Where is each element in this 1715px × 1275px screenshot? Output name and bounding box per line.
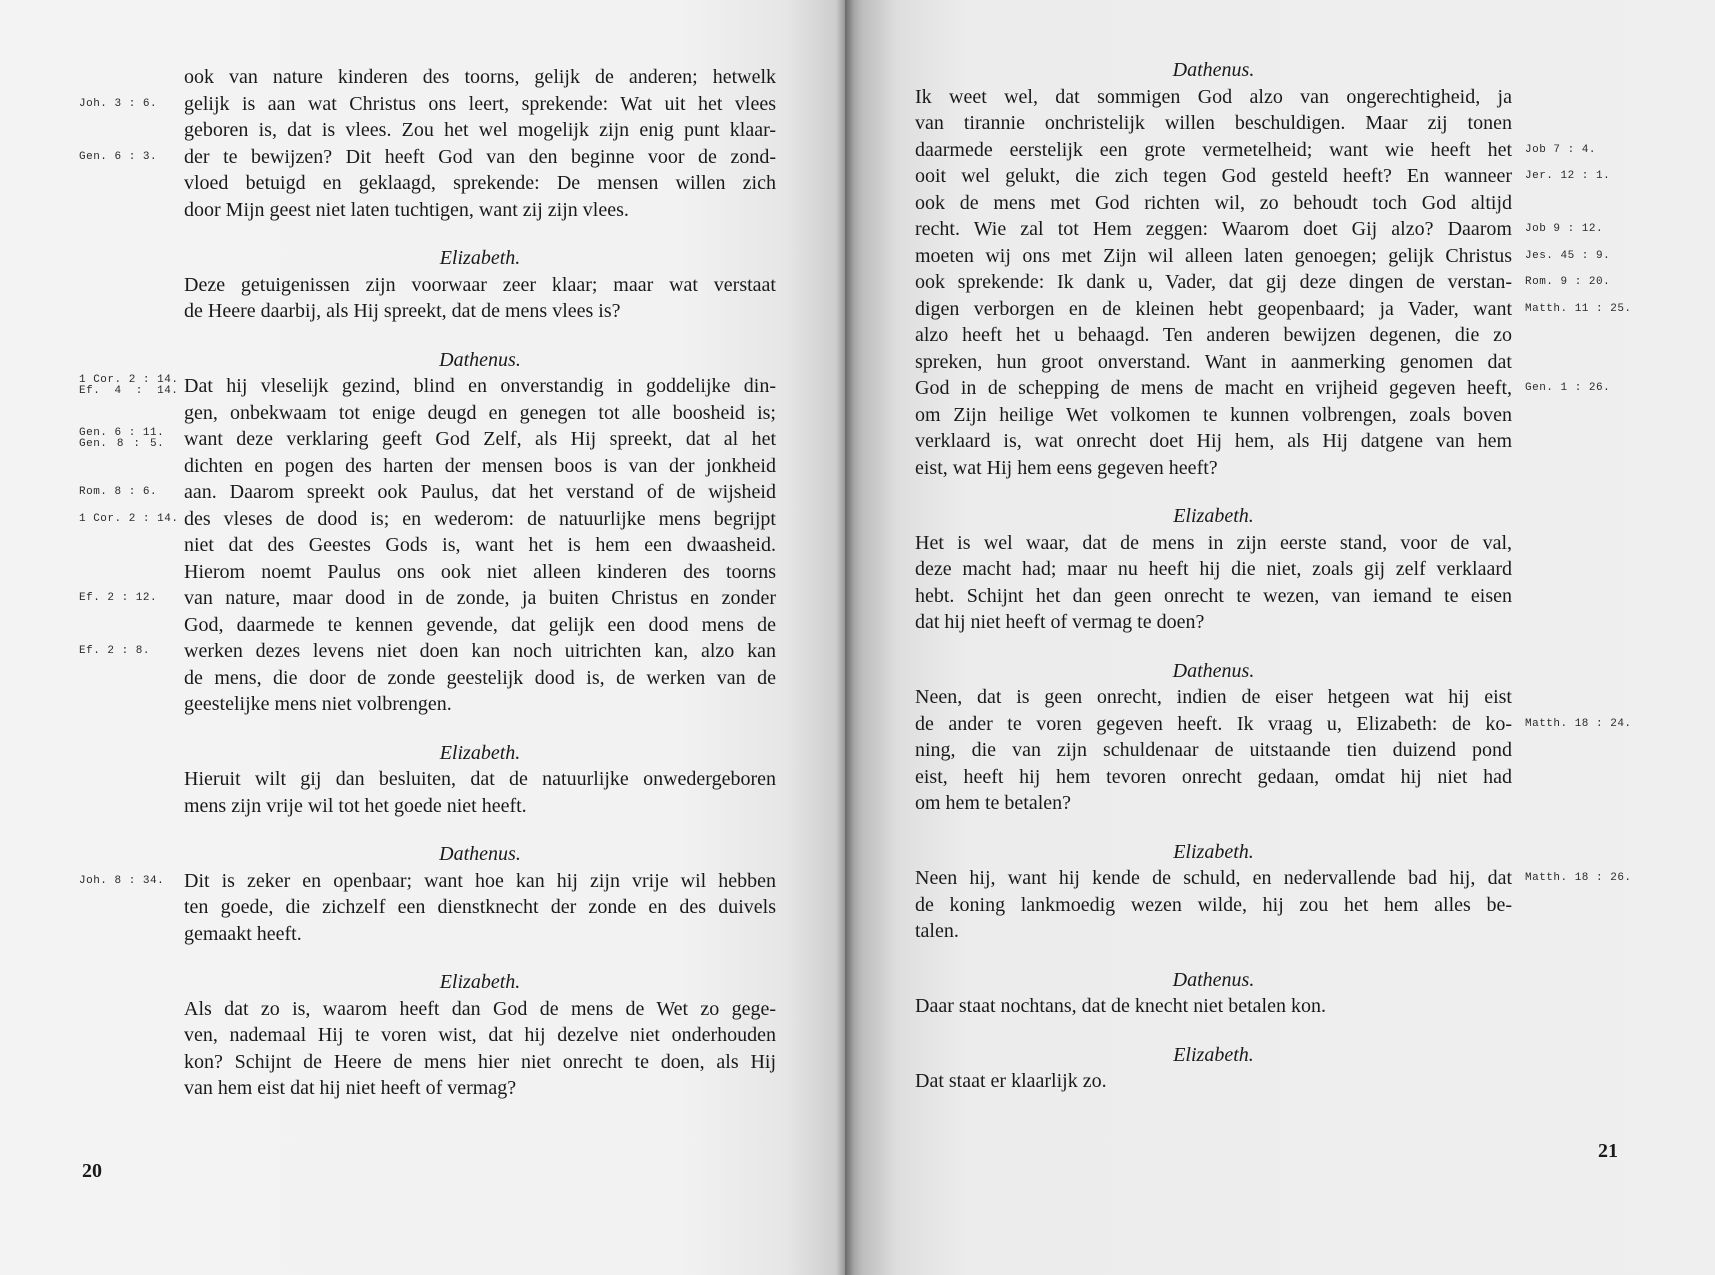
line-text: door Mijn geest niet laten tuchtigen, want zij zijn vlees. bbox=[184, 198, 629, 221]
line-text: om Zijn heilige Wet volkomen te kunnen volbrengen, zoals boven bbox=[915, 403, 1512, 426]
speaker-heading: Elizabeth. bbox=[1173, 505, 1254, 527]
margin-reference bbox=[1525, 145, 1596, 156]
reference-text: Joh. 8 : 34. bbox=[79, 874, 165, 887]
left-page-text bbox=[79, 64, 776, 1102]
text-line bbox=[79, 426, 776, 453]
line-text: ooit wel gelukt, die zich tegen God gesteld heeft? En wanneer bbox=[915, 165, 1512, 187]
speaker-heading: Elizabeth. bbox=[439, 971, 521, 993]
reference-text: Job 9 : 12. bbox=[1525, 223, 1604, 235]
text-line bbox=[915, 1068, 1512, 1095]
reference-text: Rom. 8 : 6. bbox=[79, 486, 158, 498]
text-line bbox=[184, 1022, 776, 1049]
text-line bbox=[915, 790, 1512, 817]
line-text: gen, onbekwaam tot enige deugd en genegen tot alle boosheid is; bbox=[184, 401, 776, 424]
margin-reference bbox=[1525, 383, 1610, 394]
line-text: ten goede, die zichzelf een dienstknecht der zonde en des duivels bbox=[184, 896, 776, 918]
text-line bbox=[184, 117, 776, 144]
speaker-heading: Dathenus. bbox=[1172, 659, 1255, 682]
text-line bbox=[915, 375, 1611, 402]
reference-text: Jer. 12 : 1. bbox=[1525, 170, 1611, 182]
right-page-number: 21 bbox=[1598, 1140, 1618, 1162]
text-line bbox=[915, 190, 1512, 217]
text-line bbox=[79, 868, 776, 895]
right-page-text bbox=[915, 57, 1632, 1095]
text-line bbox=[184, 996, 776, 1023]
text-line bbox=[79, 91, 776, 118]
text-line bbox=[79, 144, 776, 171]
line-text: van tirannie onchristelijk willen beschuldigen. Maar zij tonen bbox=[915, 112, 1512, 134]
text-line bbox=[915, 428, 1512, 455]
line-text: Dit is zeker en openbaar; want hoe kan hij zijn vrije wil hebben bbox=[184, 869, 776, 892]
reference-text: Matth. 18 : 24. bbox=[1525, 717, 1632, 730]
margin-reference bbox=[1525, 304, 1632, 315]
text-line bbox=[184, 793, 776, 820]
text-line bbox=[915, 455, 1512, 482]
margin-reference bbox=[1525, 277, 1610, 288]
line-text: ning, die van zijn schuldenaar de uitstaande tien duizend pond bbox=[915, 739, 1512, 761]
text-line bbox=[915, 84, 1512, 111]
text-line bbox=[184, 559, 776, 586]
reference-text: 1 Cor. 2 : 14. bbox=[79, 374, 179, 386]
reference-text: Joh. 3 : 6. bbox=[79, 97, 158, 110]
line-text: niet dat des Geestes Gods is, want het is hem een dwaasheid. bbox=[184, 534, 776, 556]
line-text: der te bewijzen? Dit heeft God van den beginne voor de zond- bbox=[184, 145, 776, 168]
text-line bbox=[915, 163, 1611, 190]
right-page bbox=[845, 0, 1715, 1275]
text-line bbox=[915, 243, 1611, 270]
line-text: om hem te betalen? bbox=[915, 792, 1072, 814]
text-line bbox=[184, 64, 776, 91]
text-line bbox=[915, 137, 1597, 164]
margin-reference bbox=[79, 876, 164, 887]
reference-text: Gen. 1 : 26. bbox=[1525, 382, 1611, 394]
text-line bbox=[915, 530, 1512, 557]
speaker-heading: Dathenus. bbox=[439, 348, 521, 371]
text-line bbox=[915, 918, 1512, 945]
text-line bbox=[915, 684, 1512, 711]
margin-reference bbox=[79, 487, 157, 498]
text-line bbox=[915, 737, 1512, 764]
speaker-heading: Dathenus. bbox=[439, 843, 521, 865]
reference-text: Job 7 : 4. bbox=[1525, 143, 1597, 156]
line-text: recht. Wie zal tot Hem zeggen: Waarom doet Gij alzo? Daarom bbox=[915, 218, 1512, 240]
margin-reference bbox=[79, 99, 157, 110]
line-text: Als dat zo is, waarom heeft dan God de mens de Wet zo gege- bbox=[184, 997, 776, 1020]
text-line bbox=[915, 349, 1512, 376]
line-text: geboren is, dat is vlees. Zou het wel mogelijk zijn enig punt klaar- bbox=[184, 119, 776, 141]
text-line bbox=[184, 612, 776, 639]
text-line bbox=[79, 638, 776, 665]
book-gutter bbox=[836, 0, 854, 1275]
text-line bbox=[79, 585, 776, 612]
line-text: werken dezes levens niet doen kan noch uitrichten kan, alzo kan bbox=[184, 640, 776, 662]
text-line bbox=[79, 506, 776, 533]
line-text: de Heere daarbij, als Hij spreekt, dat de mens vlees is? bbox=[184, 300, 621, 322]
text-line bbox=[79, 373, 776, 400]
line-text: Dat hij vleselijk gezind, blind en onverstandig in goddelijke din- bbox=[184, 375, 776, 397]
speaker-heading: Dathenus. bbox=[1172, 968, 1255, 991]
line-text: God in de schepping de mens de macht en vrijheid gegeven heeft, bbox=[915, 377, 1512, 399]
line-text: geestelijke mens niet volbrengen. bbox=[184, 693, 452, 715]
reference-text: Gen. 6 : 11. bbox=[79, 427, 165, 439]
line-text: vloed betuigd en geklaagd, sprekende: De mensen willen zich bbox=[184, 172, 776, 194]
line-text: dat hij niet heeft of vermag te doen? bbox=[915, 611, 1205, 633]
line-text: van nature, maar dood in de zonde, ja buiten Christus en zonder bbox=[184, 587, 776, 609]
text-line bbox=[184, 894, 776, 921]
line-text: digen verborgen en de kleinen hebt geopenbaard; ja Vader, want bbox=[915, 297, 1512, 320]
reference-text: Matth. 18 : 26. bbox=[1525, 872, 1632, 884]
line-text: moeten wij ons met Zijn wil alleen laten genoegen; gelijk Christus bbox=[915, 244, 1512, 267]
reference-text: Ef. 4 : 14. bbox=[79, 385, 179, 397]
text-line bbox=[184, 272, 776, 299]
line-text: aan. Daarom spreekt ook Paulus, dat het verstand of de wijsheid bbox=[184, 481, 776, 503]
line-text: gelijk is aan wat Christus ons leert, sprekende: Wat uit het vlees bbox=[184, 92, 776, 115]
text-line bbox=[184, 170, 776, 197]
text-line bbox=[184, 197, 776, 224]
speaker-heading: Elizabeth. bbox=[1173, 840, 1254, 863]
line-text: ook de mens met God richten wil, zo behoudt toch God altijd bbox=[915, 191, 1512, 214]
margin-reference bbox=[1525, 224, 1603, 235]
line-text: Ik weet wel, dat sommigen God alzo van ongerechtigheid, ja bbox=[915, 85, 1512, 108]
line-text: alzo heeft het u behaagd. Ten anderen bewijzen degenen, die zo bbox=[915, 324, 1512, 346]
text-line bbox=[915, 993, 1512, 1020]
line-text: gemaakt heeft. bbox=[184, 922, 302, 945]
speaker-heading: Dathenus. bbox=[1172, 59, 1255, 81]
line-text: Neen hij, want hij kende de schuld, en nedervallende bad hij, dat bbox=[915, 867, 1512, 889]
text-line bbox=[184, 453, 776, 480]
text-line bbox=[79, 479, 776, 506]
reference-text: Matth. 11 : 25. bbox=[1525, 302, 1632, 315]
text-line bbox=[915, 711, 1632, 738]
reference-text: Ef. 2 : 8. bbox=[79, 645, 151, 657]
text-line bbox=[915, 322, 1512, 349]
text-line bbox=[915, 556, 1512, 583]
line-text: spreken, hun groot onverstand. Want in aanmerking genomen dat bbox=[915, 350, 1512, 373]
line-text: ook sprekende: Ik dank u, Vader, dat gij deze dingen de verstan- bbox=[915, 271, 1512, 293]
margin-reference bbox=[1525, 719, 1632, 730]
text-line bbox=[915, 892, 1512, 919]
line-text: de ander te voren gegeven heeft. Ik vraag u, Elizabeth: de ko- bbox=[915, 712, 1512, 735]
margin-reference bbox=[79, 152, 157, 163]
margin-reference bbox=[1525, 171, 1610, 182]
text-line bbox=[915, 764, 1512, 791]
line-text: eist, wat Hij hem eens gegeven heeft? bbox=[915, 456, 1218, 479]
line-text: van hem eist dat hij niet heeft of vermag? bbox=[184, 1077, 517, 1099]
text-line bbox=[184, 1049, 776, 1076]
text-line bbox=[915, 216, 1604, 243]
line-text: hebt. Schijnt het dan geen onrecht te wezen, van iemand te eisen bbox=[915, 584, 1512, 607]
left-page-number: 20 bbox=[82, 1160, 102, 1182]
text-line bbox=[915, 296, 1632, 323]
line-text: want deze verklaring geeft God Zelf, als Hij spreekt, dat al het bbox=[184, 428, 776, 450]
line-text: des vleses de dood is; en wederom: de natuurlijke mens begrijpt bbox=[184, 507, 776, 530]
text-line bbox=[184, 298, 776, 325]
line-text: eist, heeft hij hem tevoren onrecht gedaan, omdat hij niet had bbox=[915, 765, 1512, 788]
speaker-heading: Elizabeth. bbox=[439, 247, 521, 269]
text-line bbox=[915, 402, 1512, 429]
line-text: Neen, dat is geen onrecht, indien de eiser hetgeen wat hij eist bbox=[915, 686, 1512, 708]
line-text: Deze getuigenissen zijn voorwaar zeer klaar; maar wat verstaat bbox=[184, 273, 776, 296]
line-text: kon? Schijnt de Heere de mens hier niet onrecht te doen, als Hij bbox=[184, 1050, 776, 1073]
text-line bbox=[184, 1075, 776, 1102]
text-line bbox=[915, 865, 1632, 892]
margin-reference bbox=[79, 428, 164, 450]
line-text: ook van nature kinderen des toorns, gelijk de anderen; hetwelk bbox=[184, 66, 776, 88]
line-text: God, daarmede te kennen gevende, dat gelijk een dood mens de bbox=[184, 613, 776, 636]
reference-text: Gen. 6 : 3. bbox=[79, 150, 158, 163]
line-text: Hierom noemt Paulus ons ook niet alleen kinderen des toorns bbox=[184, 560, 776, 583]
line-text: Het is wel waar, dat de mens in zijn eerste stand, voor de val, bbox=[915, 531, 1512, 554]
text-line bbox=[915, 583, 1512, 610]
reference-text: Rom. 9 : 20. bbox=[1525, 276, 1611, 288]
text-line bbox=[184, 921, 776, 948]
line-text: verklaard is, wat onrecht doet Hij hem, als Hij datgene van hem bbox=[915, 430, 1512, 452]
margin-reference bbox=[1525, 873, 1632, 884]
speaker-heading: Elizabeth. bbox=[439, 741, 521, 764]
text-line bbox=[184, 691, 776, 718]
margin-reference bbox=[79, 593, 157, 604]
text-line bbox=[915, 110, 1512, 137]
reference-text: Gen. 8 : 5. bbox=[79, 438, 165, 450]
text-line bbox=[915, 609, 1512, 636]
speaker-heading: Elizabeth. bbox=[1173, 1043, 1254, 1066]
text-line bbox=[915, 269, 1611, 296]
line-text: ven, nademaal Hij te voren wist, dat hij dezelve niet onderhouden bbox=[184, 1024, 776, 1046]
text-line bbox=[184, 665, 776, 692]
reference-text: Ef. 2 : 12. bbox=[79, 592, 158, 604]
margin-reference bbox=[1525, 251, 1610, 262]
reference-text: 1 Cor. 2 : 14. bbox=[79, 512, 179, 525]
text-line bbox=[184, 532, 776, 559]
text-line bbox=[184, 400, 776, 427]
line-text: mens zijn vrije wil tot het goede niet heeft. bbox=[184, 794, 527, 817]
line-text: Daar staat nochtans, dat de knecht niet betalen kon. bbox=[915, 995, 1326, 1017]
margin-reference bbox=[79, 514, 178, 525]
line-text: Hieruit wilt gij dan besluiten, dat de natuurlijke onwedergeboren bbox=[184, 768, 776, 790]
margin-reference bbox=[79, 646, 150, 657]
reference-text: Jes. 45 : 9. bbox=[1525, 249, 1611, 262]
line-text: deze macht had; maar nu heeft hij die niet, zoals gij zelf verklaard bbox=[915, 558, 1512, 580]
margin-reference bbox=[79, 375, 178, 397]
line-text: dichten en pogen des harten der mensen boos is van der jonkheid bbox=[184, 454, 776, 477]
left-page bbox=[0, 0, 845, 1275]
line-text: de mens, die door de zonde geestelijk dood is, de werken van de bbox=[184, 666, 776, 689]
line-text: talen. bbox=[915, 920, 959, 942]
line-text: daarmede eerstelijk een grote vermetelheid; want wie heeft het bbox=[915, 138, 1512, 161]
line-text: Dat staat er klaarlijk zo. bbox=[915, 1070, 1107, 1092]
text-line bbox=[184, 766, 776, 793]
line-text: de koning lankmoedig wezen wilde, hij zou het hem alles be- bbox=[915, 893, 1512, 916]
